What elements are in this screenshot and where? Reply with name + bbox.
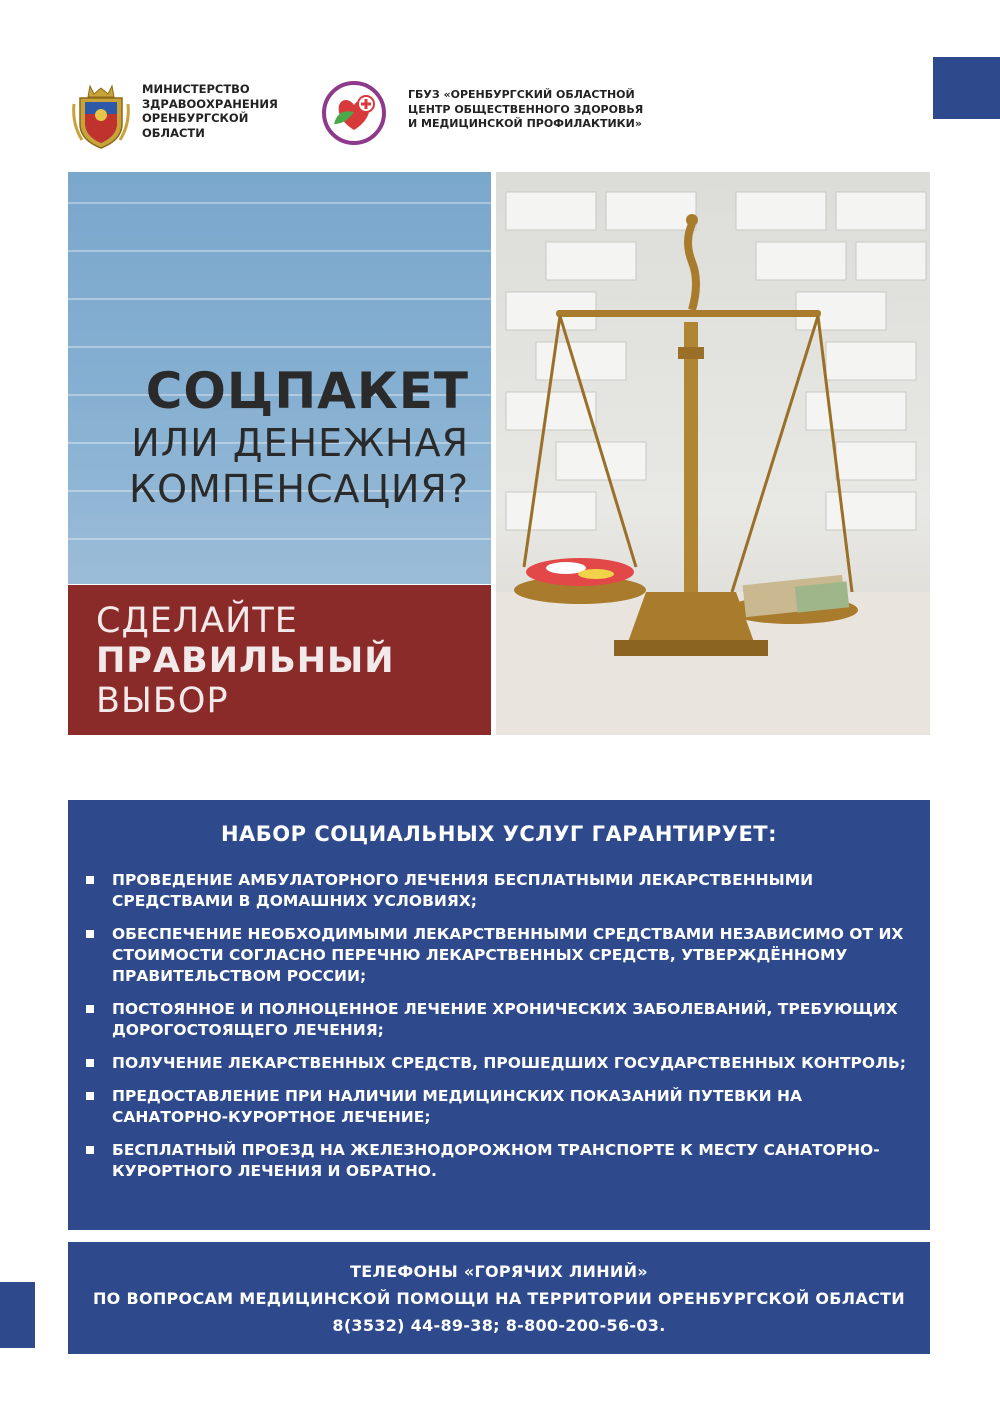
hotline-block xyxy=(68,1242,930,1354)
square-bullet-icon xyxy=(86,1059,94,1067)
hero-title-panel xyxy=(68,172,491,584)
list-item: ПРОВЕДЕНИЕ АМБУЛАТОРНОГО ЛЕЧЕНИЯ БЕСПЛАТНЫМИ ЛЕКАРСТВЕННЫМИ СРЕДСТВАМИ В ДОМАШНИХ УСЛОВИЯХ; xyxy=(82,870,912,912)
list-item: ПОСТОЯННОЕ И ПОЛНОЦЕННОЕ ЛЕЧЕНИЕ ХРОНИЧЕСКИХ ЗАБОЛЕВАНИЙ, ТРЕБУЮЩИХ ДОРОГОСТОЯЩЕГО ЛЕЧЕНИЯ; xyxy=(82,999,912,1041)
coat-of-arms-logo xyxy=(72,84,130,150)
list-item: БЕСПЛАТНЫЙ ПРОЕЗД НА ЖЕЛЕЗНОДОРОЖНОМ ТРАНСПОРТЕ К МЕСТУ САНАТОРНО-КУРОРТНОГО ЛЕЧЕНИЯ И ОБРАТНО. xyxy=(82,1140,912,1182)
hero-title-line3: КОМПЕНСАЦИЯ? xyxy=(129,467,469,511)
hotline-subject: ПО ВОПРОСАМ МЕДИЦИНСКОЙ ПОМОЩИ НА ТЕРРИТОРИИ ОРЕНБУРГСКОЙ ОБЛАСТИ xyxy=(92,1289,905,1308)
services-title: НАБОР СОЦИАЛЬНЫХ УСЛУГ ГАРАНТИРУЕТ: xyxy=(220,822,778,846)
health-center-name: ГБУЗ «ОРЕНБУРГСКИЙ ОБЛАСТНОЙ ЦЕНТР ОБЩЕСТВЕННОГО ЗДОРОВЬЯ И МЕДИЦИНСКОЙ ПРОФИЛАКТИКИ» xyxy=(408,88,644,130)
hotline-heading: ТЕЛЕФОНЫ «ГОРЯЧИХ ЛИНИЙ» xyxy=(350,1262,648,1281)
choice-line3: ВЫБОР xyxy=(96,681,229,721)
choice-line2: ПРАВИЛЬНЫЙ xyxy=(96,641,395,681)
services-block xyxy=(68,800,930,1230)
square-bullet-icon xyxy=(86,1005,94,1013)
corner-square-top-right xyxy=(933,57,1000,119)
square-bullet-icon xyxy=(86,876,94,884)
choice-line1: СДЕЛАЙТЕ xyxy=(96,601,298,641)
choice-panel xyxy=(68,585,491,735)
services-list xyxy=(82,870,912,1194)
hero-title xyxy=(69,362,469,512)
list-item: ОБЕСПЕЧЕНИЕ НЕОБХОДИМЫМИ ЛЕКАРСТВЕННЫМИ СРЕДСТВАМИ НЕЗАВИСИМО ОТ ИХ СТОИМОСТИ СОГЛАСНО ПЕРЕЧНЮ ЛЕКАРСТВЕННЫХ СРЕДСТВ, УТВЕРЖДЁННОМУ ПРАВИТЕЛЬСТВОМ РОССИИ; xyxy=(82,924,912,987)
hero-title-bold: СОЦПАКЕТ xyxy=(145,362,469,420)
ministry-name: МИНИСТЕРСТВО ЗДРАВООХРАНЕНИЯ ОРЕНБУРГСКОЙ ОБЛАСТИ xyxy=(142,82,278,140)
hotline-phones: 8(3532) 44-89-38; 8-800-200-56-03. xyxy=(332,1316,666,1335)
hero-title-line2: ИЛИ ДЕНЕЖНАЯ xyxy=(131,421,469,465)
health-center-logo xyxy=(320,80,388,146)
scales-illustration xyxy=(496,172,930,735)
scales-photo xyxy=(496,172,930,735)
list-item: ПОЛУЧЕНИЕ ЛЕКАРСТВЕННЫХ СРЕДСТВ, ПРОШЕДШИХ ГОСУДАРСТВЕННЫХ КОНТРОЛЬ; xyxy=(82,1053,912,1074)
square-bullet-icon xyxy=(86,930,94,938)
corner-square-bottom-left xyxy=(0,1282,35,1348)
square-bullet-icon xyxy=(86,1146,94,1154)
square-bullet-icon xyxy=(86,1092,94,1100)
list-item: ПРЕДОСТАВЛЕНИЕ ПРИ НАЛИЧИИ МЕДИЦИНСКИХ ПОКАЗАНИЙ ПУТЕВКИ НА САНАТОРНО-КУРОРТНОЕ ЛЕЧЕНИЕ; xyxy=(82,1086,912,1128)
